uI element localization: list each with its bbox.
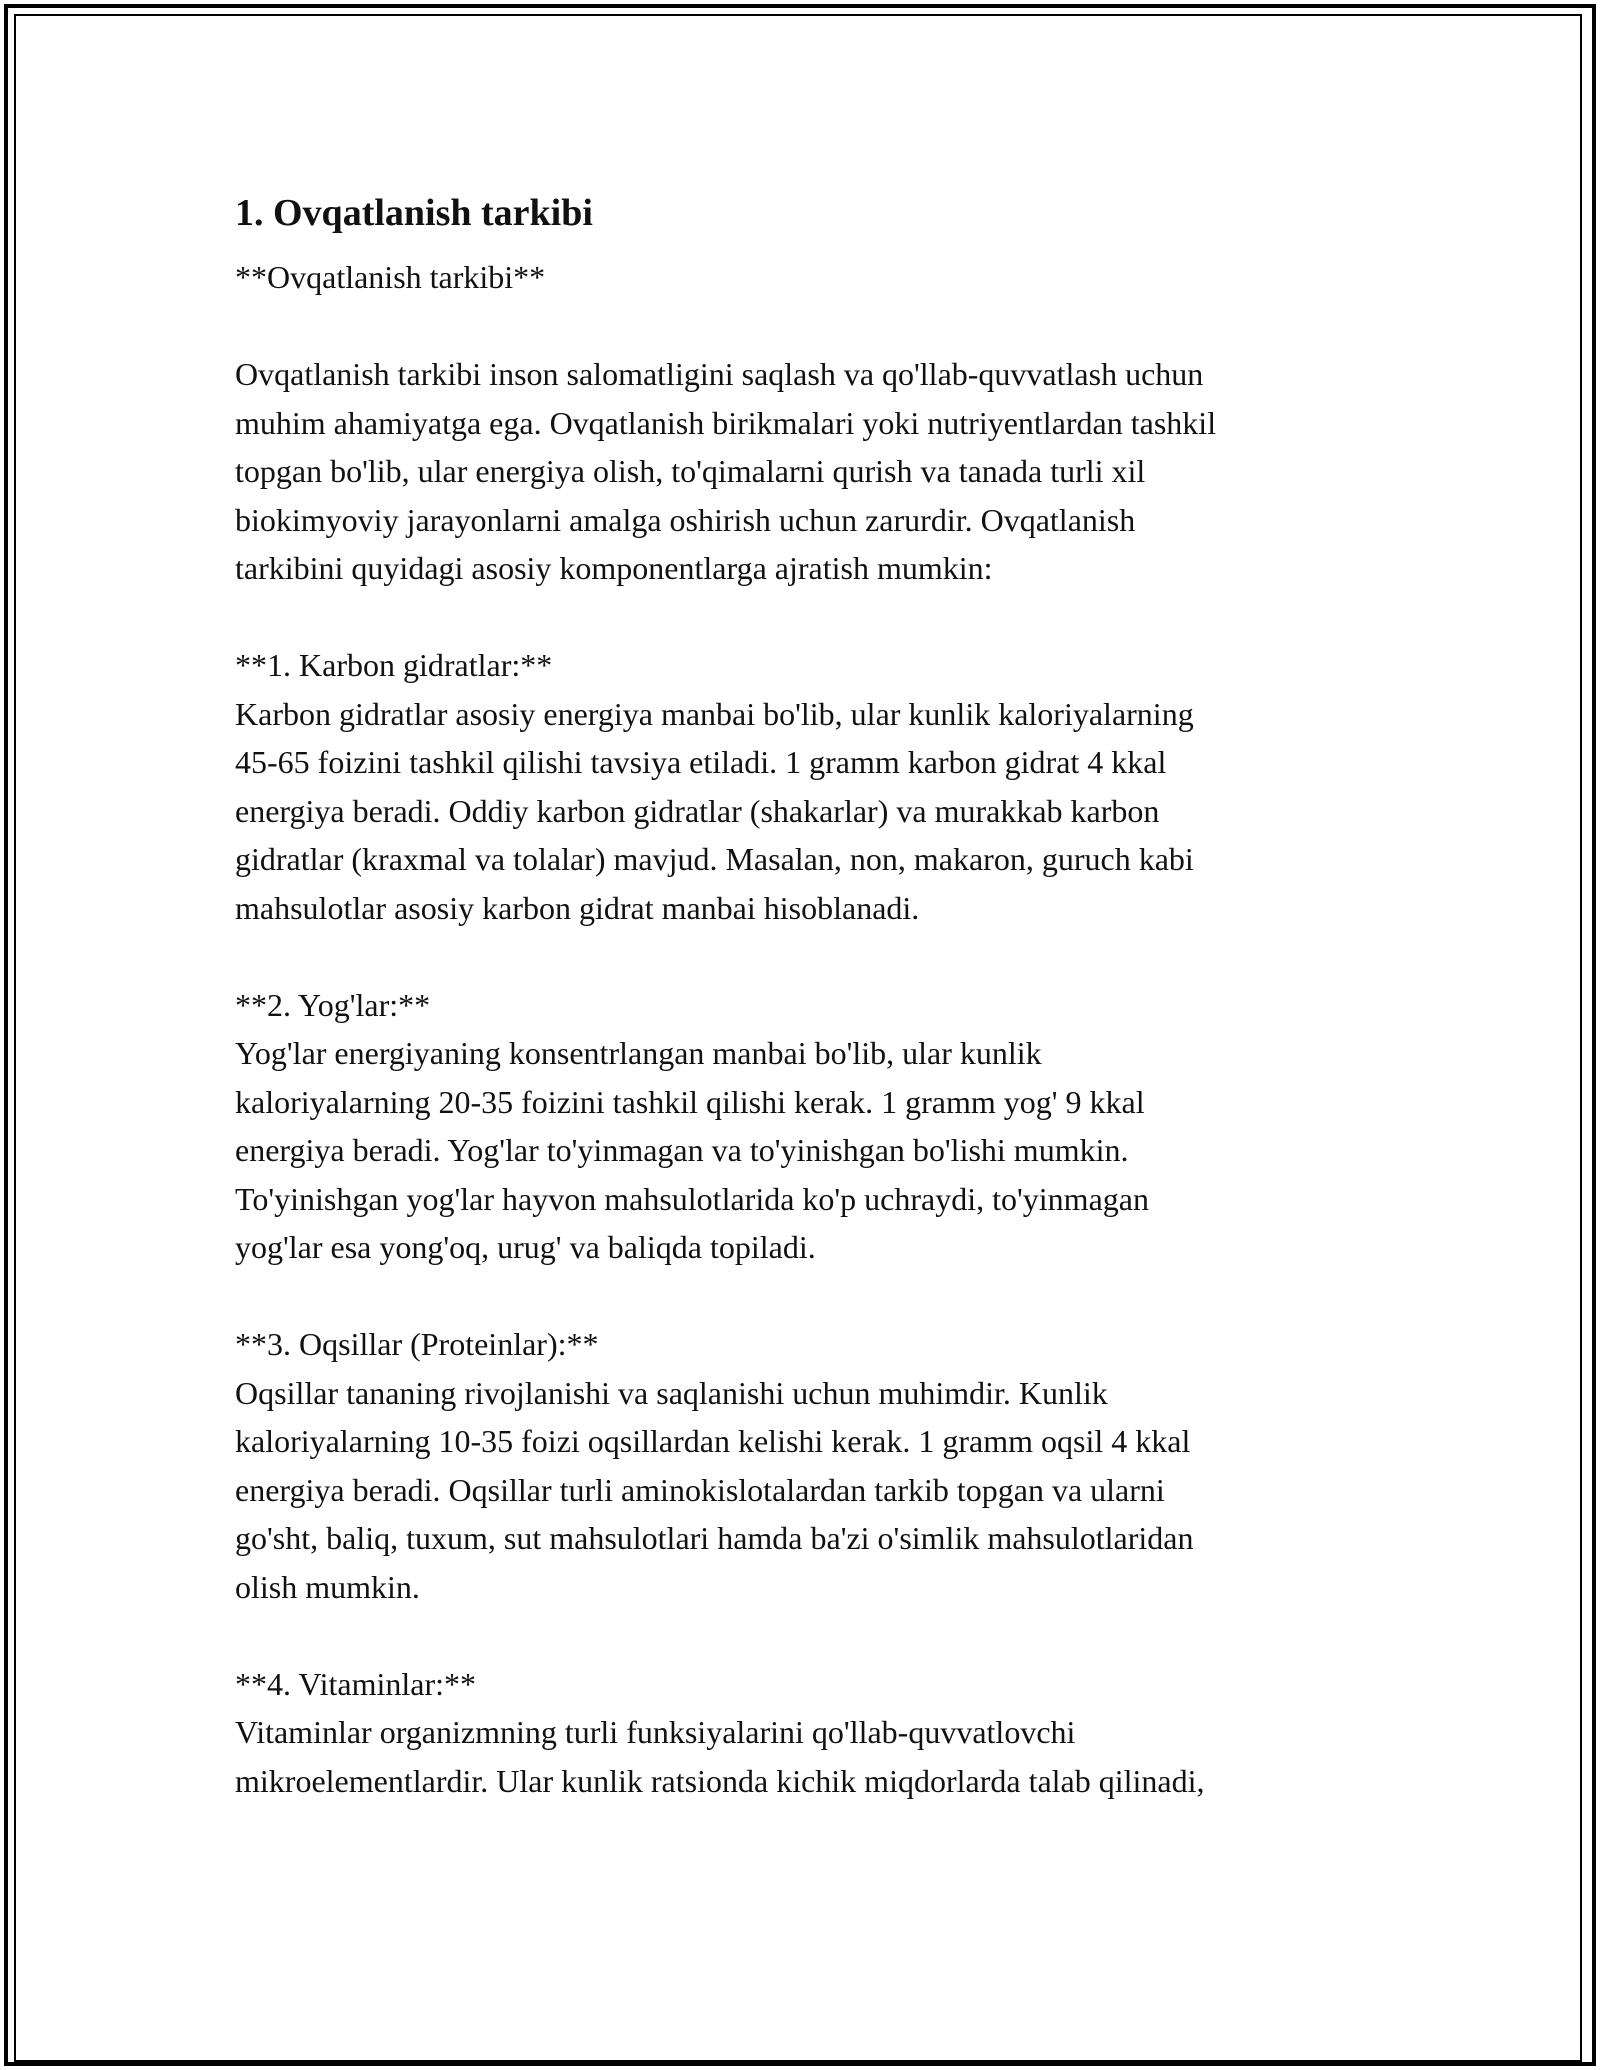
page-title: 1. Ovqatlanish tarkibi <box>235 192 593 234</box>
intro-paragraph: Ovqatlanish tarkibi inson salomatligini saqlash va qo'llab-quvvatlash uchun muhim ahamiyatga ega. Ovqatlanish birikmalari yoki nutriyentlardan tashkil topgan bo'lib, ular energiya olish, to'qimalarni qurish va tanada turli xil biokimyoviy jarayonlarni amalga oshirish uchun zarurdir. Ovqatlanish tarkibini quyidagi asosiy komponentlarga ajratish mumkin: <box>235 356 1217 586</box>
document-subtitle: **Ovqatlanish tarkibi** <box>235 259 546 295</box>
section-title: **1. Karbon gidratlar:** <box>235 647 553 683</box>
section-body: Yog'lar energiyaning konsentrlangan manbai bo'lib, ular kunlik kaloriyalarning 20-35 foizini tashkil qilishi kerak. 1 gramm yog' 9 kkal energiya beradi. Yog'lar to'yinmagan va to'yinishgan bo'lishi mumkin. To'yinishgan yog'lar hayvon mahsulotlarida ko'p uchraydi, to'yinmagan yog'lar esa yong'oq, urug' va baliqda topiladi. <box>235 1035 1149 1265</box>
section-vitamins <box>235 1660 1375 1806</box>
section-body: Karbon gidratlar asosiy energiya manbai bo'lib, ular kunlik kaloriyalarning 45-65 foizini tashkil qilishi tavsiya etiladi. 1 gramm karbon gidrat 4 kkal energiya beradi. Oddiy karbon gidratlar (shakarlar) va murakkab karbon gidratlar (kraxmal va tolalar) mavjud. Masalan, non, makaron, guruch kabi mahsulotlar asosiy karbon gidrat manbai hisoblanadi. <box>235 695 1194 926</box>
document-body <box>235 185 1375 1854</box>
section-title: **2. Yog'lar:** <box>235 986 431 1023</box>
section-carbohydrates <box>235 641 1375 932</box>
section-title: **3. Oqsillar (Proteinlar):** <box>235 1326 599 1362</box>
section-fats <box>235 981 1375 1272</box>
section-body: Oqsillar tananing rivojlanishi va saqlanishi uchun muhimdir. Kunlik kaloriyalarning 10-35 foizi oqsillardan kelishi kerak. 1 gramm oqsil 4 kkal energiya beradi. Oqsillar turli aminokislotalardan tarkib topgan va ularni go'sht, baliq, tuxum, sut mahsulotlari hamda ba'zi o'simlik mahsulotlaridan olish mumkin. <box>235 1374 1194 1605</box>
section-title: **4. Vitaminlar:** <box>235 1665 477 1702</box>
section-body: Vitaminlar organizmning turli funksiyalarini qo'llab-quvvatlovchi mikroelementlardir. Ular kunlik ratsionda kichik miqdorlarda talab qilinadi, <box>235 1714 1205 1799</box>
section-proteins <box>235 1320 1375 1611</box>
